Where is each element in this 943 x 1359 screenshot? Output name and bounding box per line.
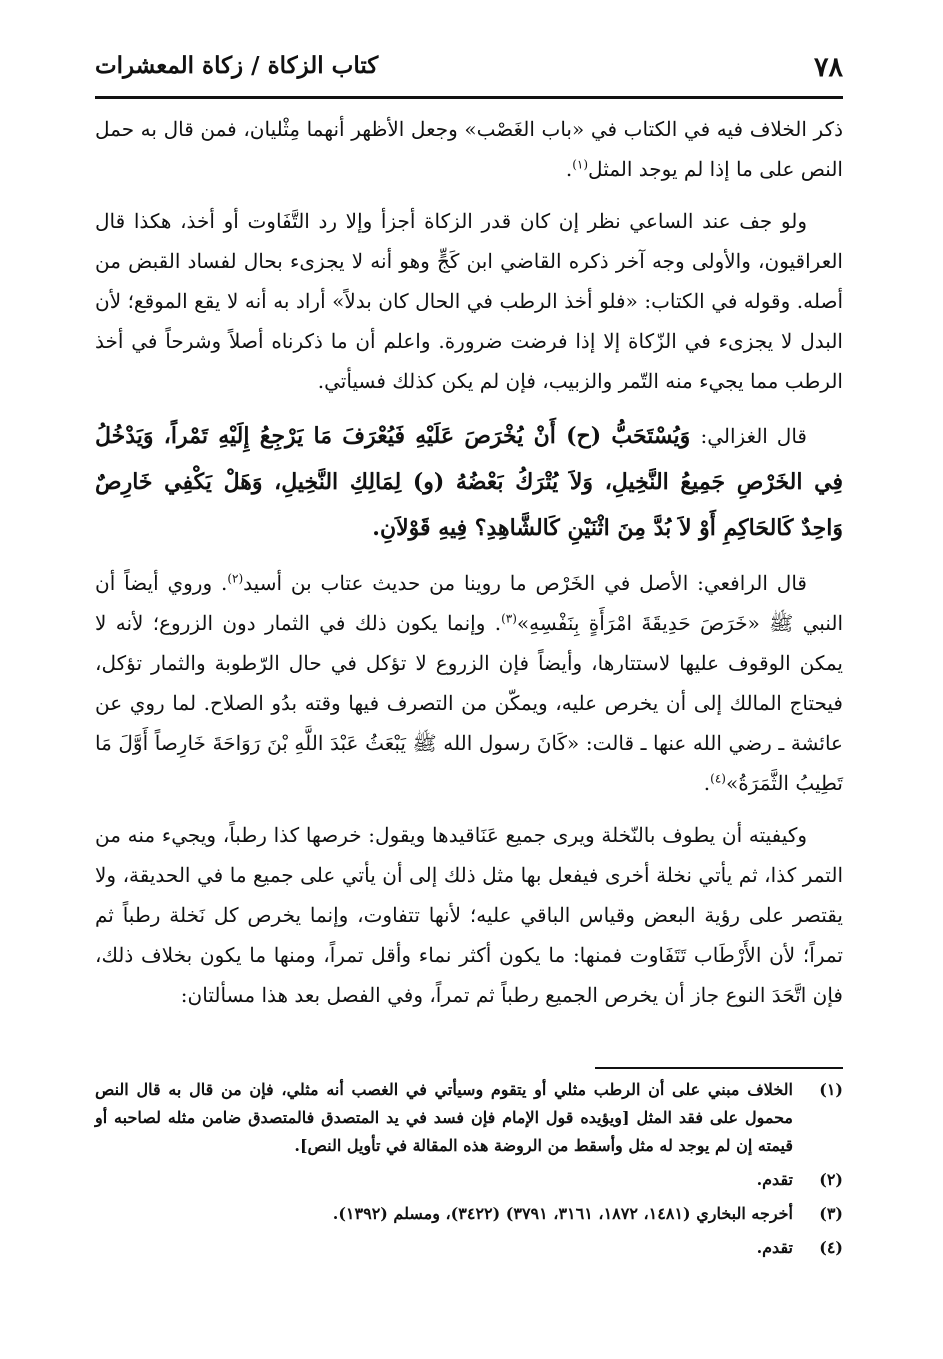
paragraph-2: ولو جف عند الساعي نظر إن كان قدر الزكاة أجزأ وإلا رد التَّفَاوت أو أخذ، هكذا قال العراقيون، والأولى وجه آخر ذكره القاضي ابن كَجٍّ وهو أنه لا يجزىء بحال لفساد القبض من أصله. وقوله في الكتاب: «فلو أخذ الرطب في الحال كان بدلاً» أراد به أنه لا يقع الموقع؛ لأن البدل لا يجزىء في الزّكاة إلا إذا فرضت ضرورة. واعلم أن ما ذكرناه أصلاً وشرحاً في أخذ الرطب مما يجيء منه التّمر والزبيب، فإن لم يكن كذلك فسيأتي. bbox=[95, 209, 843, 393]
footnote-2 bbox=[95, 1166, 843, 1194]
footnotes bbox=[95, 1076, 843, 1268]
quote-text: وَيُسْتَحَبُّ (ح) أَنْ يُخْرَصَ عَلَيْهِ فَيُعْرَفَ مَا يَرْجِعُ إِلَيْهِ تَمْراً، وَيَدْخُلُ فِي الخَرْصِ جَمِيعُ النَّخِيلِ، وَلاَ يُتْرَكُ بَعْضُهُ (و) لِمَالِكِ النَّخِيلِ، وَهَلْ يَكْفِي خَارِصٌ وَاحِدٌ كَالحَاكِمِ أَوْ لاَ بُدَّ مِنَ اثْنَيْنِ كَالشَّاهِدِ؟ فِيهِ قَوْلاَنِ. bbox=[95, 423, 843, 541]
page-header bbox=[95, 44, 843, 99]
footnote-text: أخرجه البخاري (١٤٨١، ١٨٧٢، ٣١٦١، ٣٧٩١) (٣٤٢٢)، ومسلم (١٣٩٢). bbox=[332, 1204, 793, 1223]
footnote-text: الخلاف مبني على أن الرطب مثلي أو يتقوم وسيأتي في الغصب أنه مثلي، فإن من قال به قال النص محمول على فقد المثل [ويؤيده قول الإمام فإن فسد في يد المتصدق فالمتصدق ضامن مثله لصاحبه أو قيمته إن لم يوجد له مثل وأسقط من الروضة هذه المقالة في تأويل النص]. bbox=[95, 1080, 793, 1155]
footnote-ref-3: (٣) bbox=[501, 611, 517, 626]
quote-speaker: قال الغزالي: bbox=[700, 424, 807, 448]
footnote-1 bbox=[95, 1076, 843, 1160]
paragraph-5: وكيفيته أن يطوف بالنّخلة ويرى جميع عَنَاقيدها ويقول: خرصها كذا رطباً، ويجيء منه من التمر كذا، ثم يأتي نخلة أخرى فيفعل بها مثل ذلك إلى أن يأتي على جميع ما في الحديقة، ولا يقتصر على رؤية البعض وقياس الباقي عليه؛ لأنها تتفاوت، وإنما يخرص كل نَخلة رطباً ثم تمراً؛ لأن الأَرْطَاب تَتَفَاوت فمنها: ما يكون أكثر نماء وأقل تمراً، ومنها ما يكون بخلاف ذلك، فإن اتَّحَدَ النوع جاز أن يخرص الجميع رطباً ثم تمراً، وفي الفصل بعد هذا مسألتان: bbox=[95, 823, 844, 1007]
footnote-number: (٤) bbox=[819, 1238, 843, 1257]
footnote-3 bbox=[95, 1200, 843, 1228]
footnote-divider bbox=[595, 1067, 843, 1069]
body-text bbox=[95, 109, 843, 1027]
footnote-number: (٣) bbox=[819, 1204, 843, 1223]
paragraph-1: ذكر الخلاف فيه في الكتاب في «باب الغَصْب» وجعل الأظهر أنهما مِثْليان، فمن قال به حمل النص على ما إذا لم يوجد المثل$^{(١)}$. bbox=[95, 117, 843, 181]
footnote-number: (٢) bbox=[819, 1170, 843, 1189]
running-title: كتاب الزكاة / زكاة المعشرات bbox=[95, 52, 379, 79]
footnote-ref-1: (١) bbox=[572, 157, 589, 172]
paragraph-4: قال الرافعي: الأصل في الخَرْص ما روينا من حديث عتاب بن أسيد$^{(٢)}$. وروي أيضاً أن النبي ﷺ «خَرَصَ حَدِيقَةَ امْرَأَةٍ بِنَفْسِهِ»$^{(٣)}$. وإنما يكون ذلك في الثمار دون الزروع؛ لأنه لا يمكن الوقوف عليها لاستتارها، وأيضاً فإن الزروع لا تؤكل في حال الرّطوبة والثمار تؤكل، فيحتاج المالك إلى أن يخرص عليه، ويمكّن من التصرف فيها وقته بدُو الصلاح. لما روي عن عائشة ـ رضي الله عنها ـ قالت: «كَانَ رسول الله ﷺ يَبْعَثُ عَبْدَ اللَّهِ بْنَ رَوَاحَةَ خَارِصاً أَوَّلَ مَا تَطِيبُ الثَّمَرَةُ»$^{(٤)}$. bbox=[95, 571, 844, 795]
footnote-number: (١) bbox=[819, 1080, 843, 1099]
footnote-ref-2: (٢) bbox=[227, 571, 244, 586]
footnote-text: تقدم. bbox=[756, 1238, 793, 1257]
footnote-text: تقدم. bbox=[756, 1170, 793, 1189]
page-number: ٧٨ bbox=[813, 52, 843, 83]
footnote-ref-4: (٤) bbox=[710, 771, 726, 786]
ghazali-quote bbox=[95, 413, 843, 551]
footnote-4 bbox=[95, 1234, 843, 1262]
